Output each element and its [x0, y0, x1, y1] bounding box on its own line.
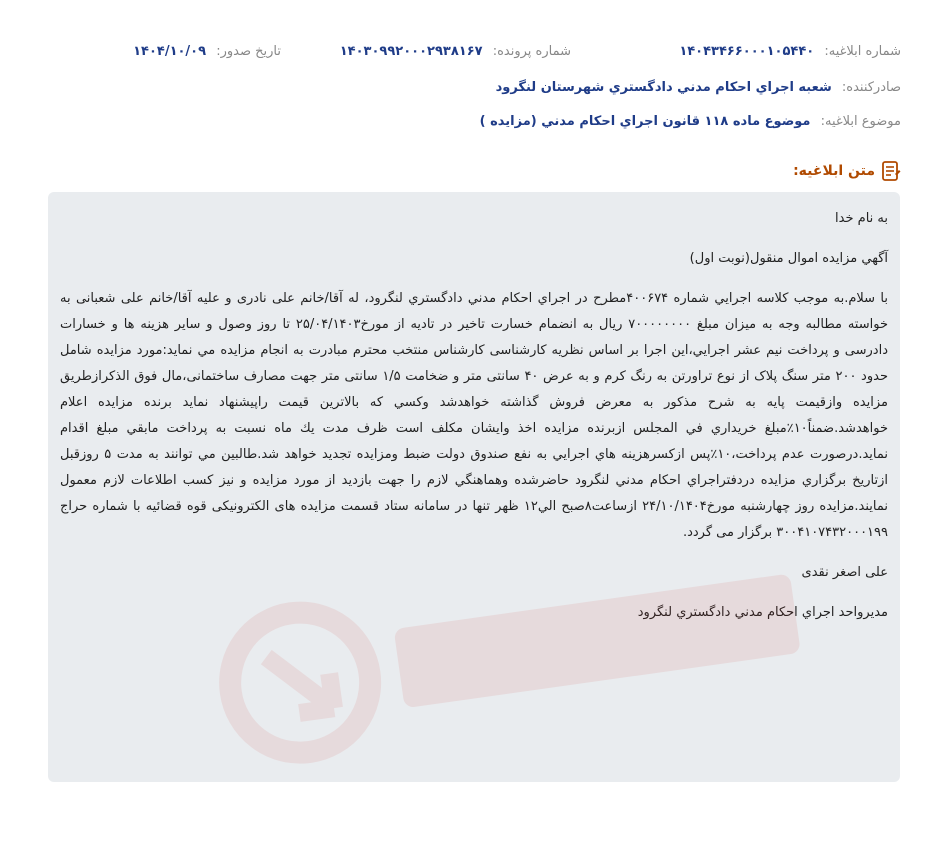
- signer-title: مديرواحد اجراي احكام مدني دادگستري لنگرود: [637, 605, 888, 620]
- body-title: [793, 160, 901, 182]
- issuer-label: صادرکننده:: [841, 80, 901, 95]
- notice-body-box: [48, 192, 900, 782]
- issuer-value: شعبه اجراي احكام مدني دادگستري شهرستان لنگرود: [495, 80, 832, 95]
- notice-number-label: شماره ابلاغيه:: [824, 44, 901, 59]
- file-number-label: شماره پرونده:: [492, 44, 571, 59]
- subject-value: موضوع ماده ۱۱۸ قانون اجراي احكام مدني (مزايده ): [479, 114, 811, 129]
- notice-number-value: ۱۴۰۴۳۴۶۶۰۰۰۱۰۵۴۴۰: [679, 44, 815, 59]
- file-number-value: ۱۴۰۳۰۹۹۲۰۰۰۲۹۳۸۱۶۷: [339, 44, 483, 59]
- notice-heading: آگهي مزايده اموال منقول(نوبت اول): [689, 251, 888, 266]
- file-number: [340, 44, 571, 59]
- subject-label: موضوع ابلاغيه:: [820, 114, 901, 129]
- watermark-logo-icon: [197, 510, 839, 794]
- notice-meta-row: [40, 44, 901, 68]
- salutation: به نام خدا: [835, 211, 888, 226]
- issue-date: [133, 44, 281, 59]
- issue-date-value: ۱۴۰۴/۱۰/۰۹: [133, 44, 207, 59]
- notice-main-text: با سلام.به موجب كلاسه اجرايي شماره ۴۰۰۶۷۴مطرح در اجراي احكام مدني دادگستري لنگرود، له آقا/خانم علی نادری و عليه آقا/خانم علی شعبانی به خواسته مطالبه وجه به ميزان مبلغ ۷۰۰۰۰۰۰۰۰ ريال به انضمام خسارت تاخير در تاديه از مورخ۲۵/۰۴/۱۴۰۳ تا روز وصول و ساير هزينه ها و خسارات دادرسی و پرداخت نيم عشر اجرايي،اين اجرا بر اساس نظريه كارشناسی كارشناس منتخب محترم مبادرت به انجام مزايده مي نمايد:مورد مزايده شامل حدود ۲۰۰ متر سنگ پلاک از نوع تراورتن به رنگ کرم و به عرض ۴۰ سانتی متر و ضخامت ۱/۵ سانتی متر جهت مصارف ساختمانی،مال فوق الذكرازطريق مزايده وازقيمت پايه به شرح مذكور به معرض فروش گذاشته خواهدشد وكسي كه بالاترين قيمت راپيشنهاد نمايد برنده مزايده اعلام خواهدشد.ضمناً۱۰٪مبلغ خريداري في المجلس ازبرنده مزايده اخذ وايشان مكلف است ظرف مدت يك ماه نسبت به پرداخت مابقي مبلغ اقدام نمايد.درصورت عدم پرداخت،۱۰٪پس ازكسرهزينه هاي اجرايي به نفع صندوق دولت ضبط ومزايده تجديد خواهد شد.طالبين مي توانند به مدت ۵ روزقبل ازتاريخ برگزاري مزايده دردفتراجراي احكام مدني لنگرود حاضرشده وهماهنگي لازم را جهت بازديد از مورد مزايده و نيز كسب اطلاعات لازم معمول نمايند.مزايده روز چهارشنبه مورخ۲۴/۱۰/۱۴۰۴ ازساعت۸صبح الي۱۲ ظهر تنها در سامانه ستاد قسمت مزایده های الکترونیکی قوه قضائیه با شماره حراج ۳۰۰۴۱۰۷۴۳۲۰۰۰۱۹۹ برگزار می گردد.: [60, 291, 888, 540]
- issue-date-label: تاريخ صدور:: [216, 44, 281, 59]
- notice-number: [679, 44, 901, 59]
- signer-name: علی اصغر نقدی: [801, 565, 888, 580]
- subject-line: [480, 114, 901, 129]
- issuer-line: [496, 80, 901, 95]
- body-title-label: متن ابلاغيه:: [793, 163, 875, 179]
- document-text-icon: [881, 160, 901, 182]
